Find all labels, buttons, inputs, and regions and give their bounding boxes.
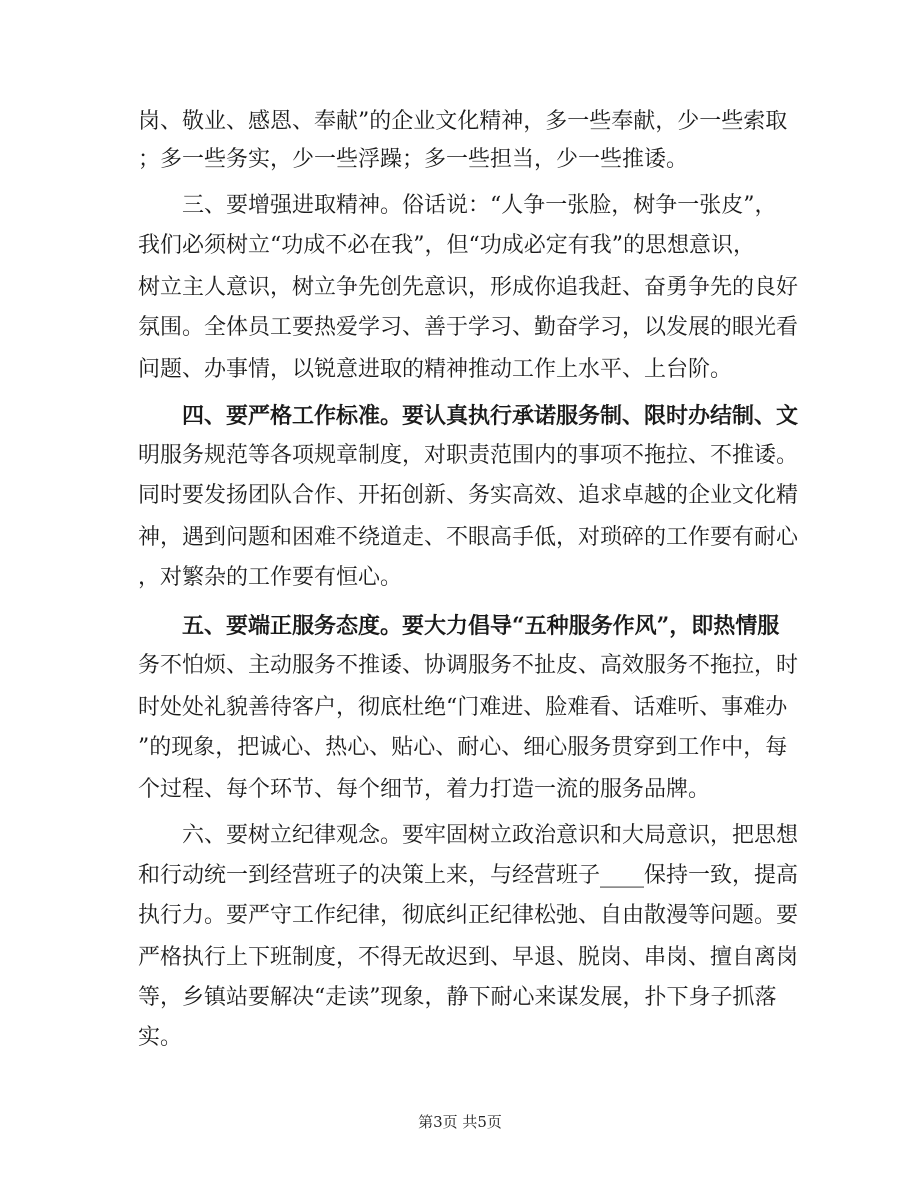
text-line-11: 神，遇到问题和困难不绕道走、不眼高手低，对琐碎的工作要有耐心 bbox=[138, 525, 799, 550]
text-line-8: 四、要严格工作标准。要认真执行承诺服务制、限时办结制、文 bbox=[182, 403, 799, 429]
text-line-15: 时处处礼貌善待客户，彻底杜绝“门难进、脸难看、话难听、事难办 bbox=[138, 695, 788, 720]
text-line-10: 同时要发扬团队合作、开拓创新、务实高效、追求卓越的企业文化精 bbox=[138, 483, 799, 508]
text-line-9: 明服务规范等各项规章制度，对职责范围内的事项不拖拉、不推诿。 bbox=[138, 443, 799, 468]
text-line-20: 执行力。要严守工作纪律，彻底纠正纪律松弛、自由散漫等问题。要 bbox=[138, 903, 799, 928]
text-line-23: 实。 bbox=[138, 1025, 183, 1050]
text-line-21: 严格执行上下班制度，不得无故迟到、早退、脱岗、串岗、擅自离岗 bbox=[138, 945, 799, 970]
text-line-5: 树立主人意识，树立争先创先意识，形成你追我赶、奋勇争先的良好 bbox=[138, 275, 799, 300]
text-line-14: 务不怕烦、主动服务不推诿、协调服务不扯皮、高效服务不拖拉，时 bbox=[138, 653, 799, 678]
text-line-1: 岗、敬业、感恩、奉献”的企业文化精神，多一些奉献，少一些索取 bbox=[138, 109, 788, 134]
text-line-13: 五、要端正服务态度。要大力倡导“五种服务作风”，即热情服 bbox=[182, 613, 780, 639]
text-line-19: 和行动统一到经营班子的决策上来，与经营班子____保持一致，提高 bbox=[138, 863, 799, 888]
page-number: 第3页 共5页 bbox=[418, 1113, 502, 1131]
text-line-22: 等，乡镇站要解决“走读”现象，静下耐心来谋发展，扑下身子抓落 bbox=[138, 985, 777, 1010]
text-line-6: 氛围。全体员工要热爱学习、善于学习、勤奋学习，以发展的眼光看 bbox=[138, 315, 799, 340]
text-line-17: 个过程、每个环节、每个细节，着力打造一流的服务品牌。 bbox=[138, 777, 711, 802]
text-line-4: 我们必须树立“功成不必在我”，但“功成必定有我”的思想意识， bbox=[138, 233, 755, 258]
text-line-2: ；多一些务实，少一些浮躁；多一些担当，少一些推诿。 bbox=[138, 147, 689, 172]
text-line-3: 三、要增强进取精神。俗话说：“人争一张脸，树争一张皮”， bbox=[182, 193, 777, 218]
text-line-16: ”的现象，把诚心、热心、贴心、耐心、细心服务贯穿到工作中，每 bbox=[138, 735, 788, 760]
text-line-7: 问题、办事情，以锐意进取的精神推动工作上水平、上台阶。 bbox=[138, 357, 733, 382]
text-line-18: 六、要树立纪律观念。要牢固树立政治意识和大局意识，把思想 bbox=[182, 823, 799, 848]
text-line-12: ，对繁杂的工作要有恒心。 bbox=[138, 565, 403, 590]
